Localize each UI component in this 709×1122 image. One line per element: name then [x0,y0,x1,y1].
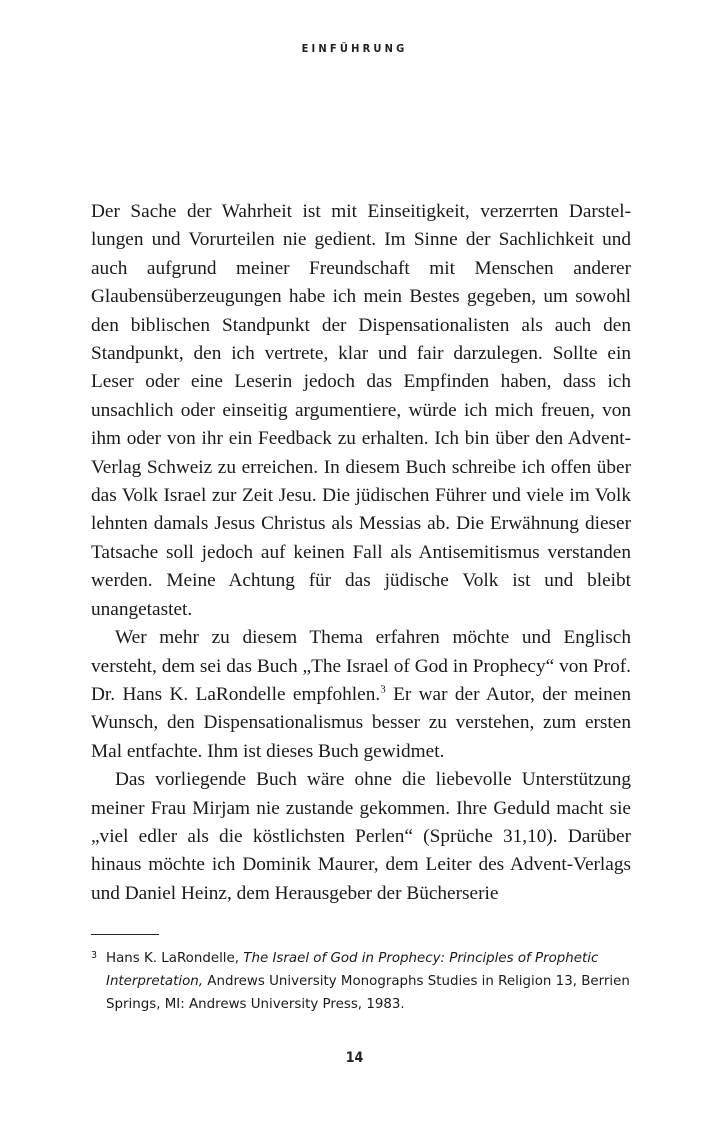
paragraph-1: Der Sache der Wahrheit ist mit Einseitigkeit, verzerrten Darstellungen und Vorurteilen nie gedient. Im Sinne der Sachlichkeit und auch aufgrund meiner Freundschaft mit Menschen anderer Glaubensüberzeugungen habe ich mein Bestes gegeben, um sowohl den biblischen Standpunkt der Dispensationalisten als auch den Standpunkt, den ich vertrete, klar und fair darzulegen. Sollte ein Leser oder eine Leserin jedoch das Empfinden haben, dass ich unsachlich oder einseitig argumentiere, würde ich mich freuen, von ihm oder von ihr ein Feedback zu erhalten. Ich bin über den Advent-Verlag Schweiz zu erreichen. In diesem Buch schreibe ich offen über das Volk Israel zur Zeit Jesu. Die jüdischen Führer und viele im Volk lehnten damals Jesus Christus als Messias ab. Die Erwähnung dieser Tatsache soll jedoch auf keinen Fall als Antisemitismus verstanden werden. Meine Achtung für das jüdische Volk ist und bleibt unangetastet. [91,201,631,620]
footnote-title: The Israel of God in Prophecy: Principles of Prophetic Interpretation, [106,951,599,989]
page-number: 14 [345,1050,364,1066]
running-head: EINFÜHRUNG [301,42,408,55]
paragraph-2-text: Wer mehr zu diesem Thema erfahren möchte und Englisch versteht, dem sei das Buch „The Israel of God in Prophecy“ von Prof. Dr. Hans K. LaRondelle empfohlen. [91,627,631,705]
footnote-author: Hans K. LaRondelle, [106,951,244,966]
paragraph-2 [91,624,631,766]
footnote [91,947,631,1016]
paragraph-3: Das vorliegende Buch wäre ohne die liebevolle Unterstützung meiner Frau Mirjam nie zustande gekommen. Ihre Geduld macht sie „viel edler als die köstlichsten Perlen“ (Sprüche 31,10). Darüber hinaus möchte ich Dominik Maurer, dem Leiter des Advent-Verlags und Daniel Heinz, dem Herausgeber der Bücherserie [91,769,631,904]
main-text [91,198,631,908]
footnote-text [91,947,631,1016]
footnote-number: 3 [91,950,98,961]
footnote-separator [91,934,159,935]
footnote-reference[interactable]: 3 [380,683,386,696]
footnote-publication: Andrews University Monographs Studies in Religion 13, Berrien Springs, MI: Andrews University Press, 1983. [106,974,630,1012]
paragraph-2-continuation: Er war der Autor, der meinen Wunsch, den Dispensationalismus besser zu verstehen, zum ersten Mal entfachte. Ihm ist dieses Buch gewidmet. [91,683,631,762]
